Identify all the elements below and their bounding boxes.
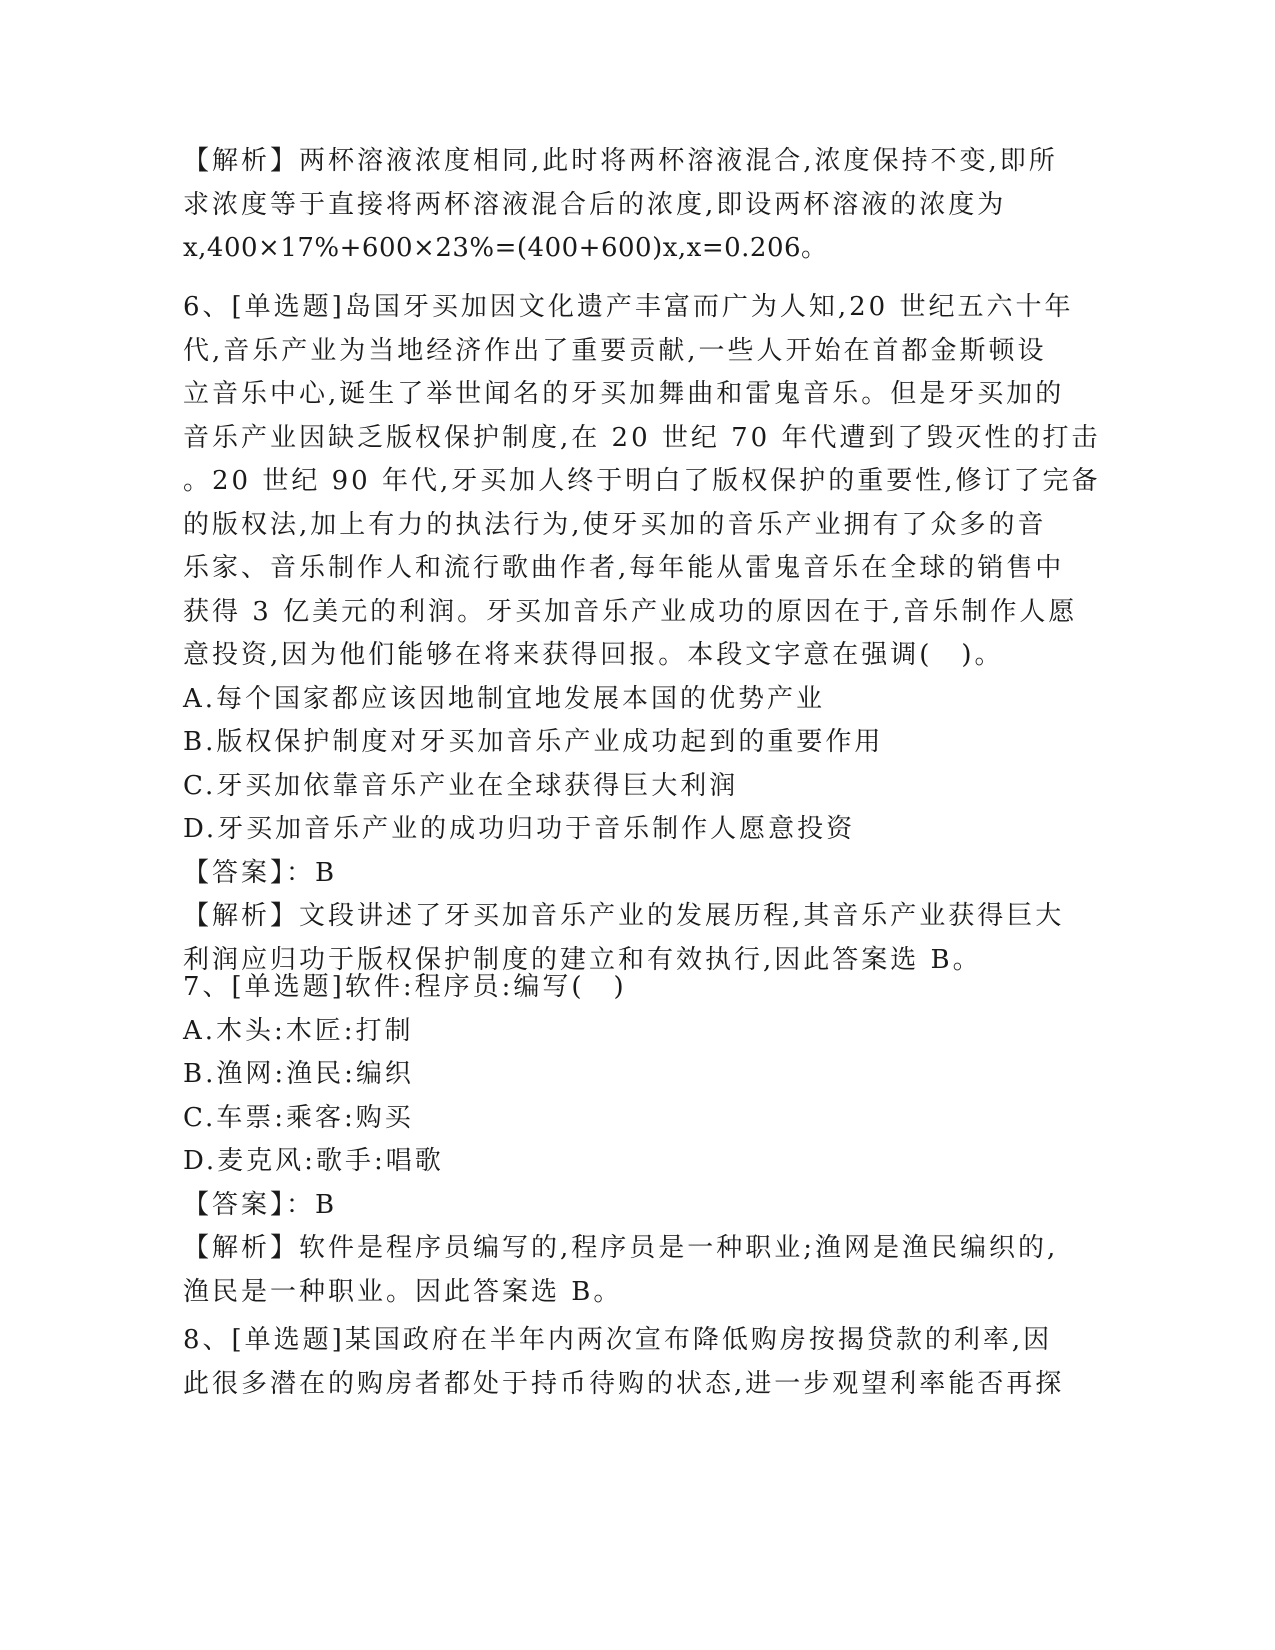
question-7 (183, 966, 1083, 1314)
analysis-line: 渔民是一种职业。因此答案选 B。 (183, 1276, 623, 1307)
answer-line: 【答案】：B (183, 857, 338, 888)
question-text-line: 音乐产业因缺乏版权保护制度,在 20 世纪 70 年代遭到了毁灭性的打击 (183, 422, 1101, 453)
analysis-line: x,400×17%+600×23%=(400+600)x,x=0.206。 (183, 233, 828, 263)
option-d: D.麦克风:歌手:唱歌 (183, 1146, 444, 1176)
option-b: B.渔网:渔民:编织 (183, 1059, 414, 1089)
question-text-line: 意投资,因为他们能够在将来获得回报。本段文字意在强调( )。 (183, 640, 1004, 670)
option-c: C.车票:乘客:购买 (183, 1102, 414, 1133)
prev-analysis-block (183, 140, 1083, 271)
question-text-line: 此很多潜在的购房者都处于持币待购的状态,进一步观望利率能否再探 (183, 1368, 1065, 1399)
option-b: B.版权保护制度对牙买加音乐产业成功起到的重要作用 (183, 727, 884, 757)
question-text-line: 立音乐中心,诞生了举世闻名的牙买加舞曲和雷鬼音乐。但是牙买加的 (183, 379, 1065, 409)
analysis-line: 求浓度等于直接将两杯溶液混合后的浓度,即设两杯溶液的浓度为 (183, 189, 1007, 220)
analysis-line: 【解析】两杯溶液浓度相同,此时将两杯溶液混合,浓度保持不变,即所 (183, 146, 1058, 176)
question-6 (183, 286, 1101, 982)
question-text-line: 。20 世纪 90 年代,牙买加人终于明白了版权保护的重要性,修订了完备 (183, 466, 1101, 496)
option-c: C.牙买加依靠音乐产业在全球获得巨大利润 (183, 770, 739, 801)
question-text-line: 7、[单选题]软件:程序员:编写( ) (183, 972, 627, 1002)
analysis-line: 【解析】软件是程序员编写的,程序员是一种职业;渔网是渔民编织的, (183, 1233, 1059, 1263)
question-text-line: 代,音乐产业为当地经济作出了重要贡献,一些人开始在首都金斯顿设 (183, 335, 1047, 366)
question-8 (183, 1319, 1083, 1406)
option-a: A.每个国家都应该因地制宜地发展本国的优势产业 (183, 683, 826, 714)
question-text-line: 乐家、音乐制作人和流行歌曲作者,每年能从雷鬼音乐在全球的销售中 (183, 553, 1065, 583)
question-text-line: 8、[单选题]某国政府在半年内两次宣布降低购房按揭贷款的利率,因 (183, 1325, 1053, 1355)
option-d: D.牙买加音乐产业的成功归功于音乐制作人愿意投资 (183, 814, 856, 844)
answer-line: 【答案】：B (183, 1189, 338, 1220)
option-a: A.木头:木匠:打制 (183, 1015, 414, 1046)
question-text-line: 的版权法,加上有力的执法行为,使牙买加的音乐产业拥有了众多的音 (183, 509, 1047, 540)
analysis-line: 【解析】文段讲述了牙买加音乐产业的发展历程,其音乐产业获得巨大 (183, 901, 1065, 931)
question-text-line: 获得 3 亿美元的利润。牙买加音乐产业成功的原因在于,音乐制作人愿 (183, 596, 1078, 627)
analysis-line: 利润应归功于版权保护制度的建立和有效执行,因此答案选 B。 (183, 944, 982, 975)
question-text-line: 6、[单选题]岛国牙买加因文化遗产丰富而广为人知,20 世纪五六十年 (183, 292, 1074, 322)
